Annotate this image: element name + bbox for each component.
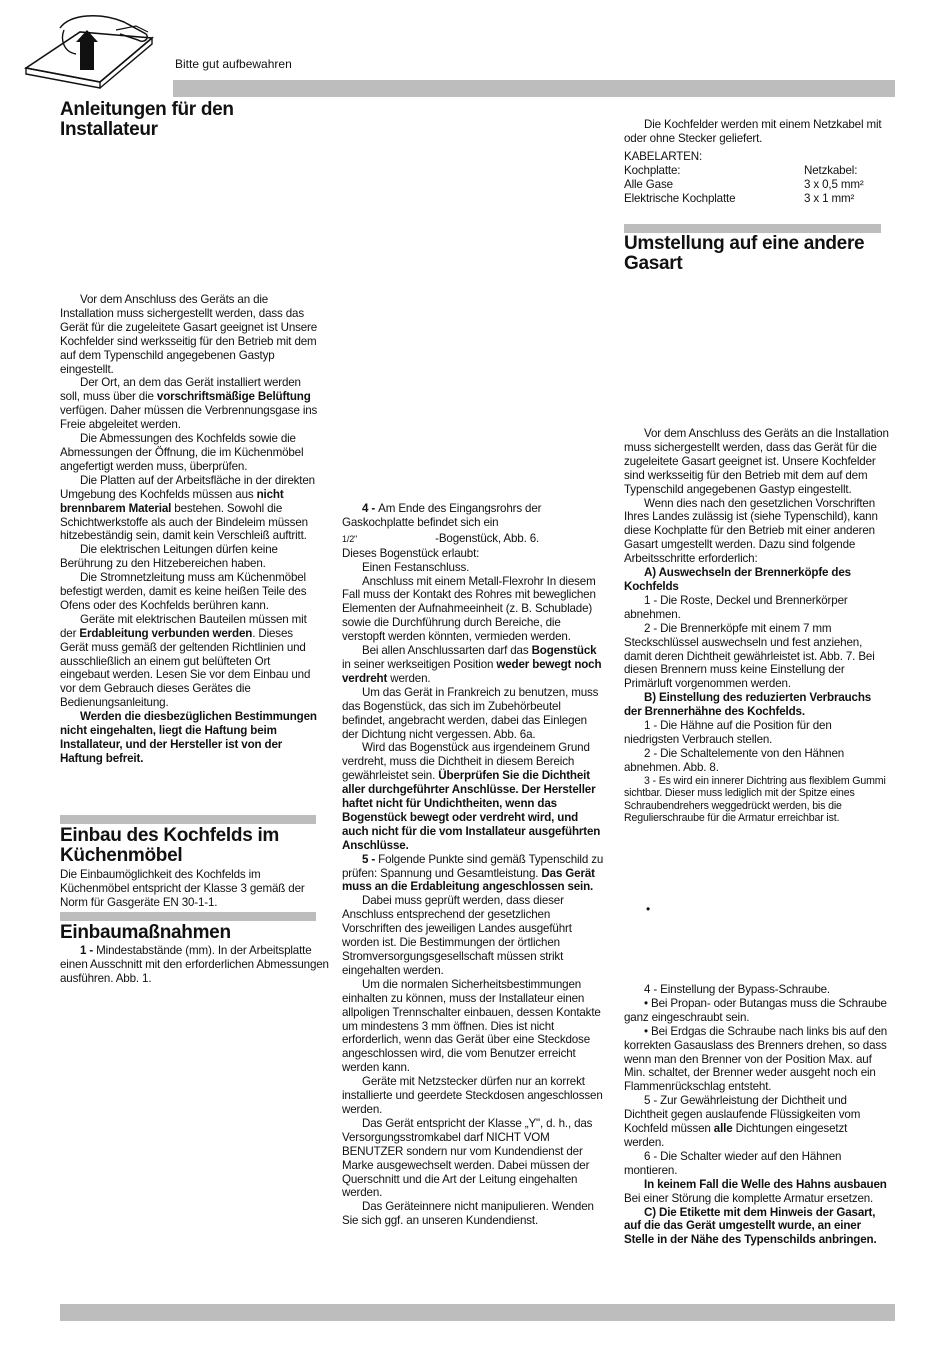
paragraph: • Bei Erdgas die Schraube nach links bis auf den korrekten Gasauslass des Brenners drehen, so dass wenn man den Brenner von der Position Max. auf Min. schaltet, der Brenner weder ausgeht noch ein Flammenrückschlag entsteht. — [624, 1024, 888, 1094]
column-3-b — [624, 983, 889, 1247]
paragraph: Der Ort, an dem das Gerät installiert werden soll, muss über die vorschriftsmäßige Belüftung verfügen. Daher müssen die Verbrennungsgase ins Freie abgeleitet werden. — [60, 376, 318, 432]
paragraph: Wenn dies nach den gesetzlichen Vorschriften Ihres Landes zulässig ist (siehe Typenschild), kann diese Kochplatte für den Betrieb mit einer anderen Gasart umgestellt werden. Dazu sind folgende Arbeitsschritte erforderlich: — [624, 496, 878, 566]
paragraph: Die Abmessungen des Kochfelds sowie die Abmessungen der Öffnung, die im Küchenmöbel angefertigt werden muss, überprüfen. — [60, 432, 304, 473]
paragraph: 1/2" -Bogenstück, Abb. 6. — [342, 531, 540, 545]
paragraph: 5 - Zur Gewährleistung der Dichtheit und Dichtheit gegen auslaufende Flüssigkeiten vom Kochfeld müssen alle Dichtungen eingesetzt werden. — [624, 1094, 861, 1149]
paragraph: Die elektrischen Leitungen dürfen keine Berührung zu den Hitzebereichen haben. — [60, 543, 278, 571]
column-2 — [342, 502, 604, 1228]
footer-bar — [60, 1304, 895, 1321]
page-title: Anleitungen für den Installateur — [60, 99, 234, 140]
bullet-mark: • — [646, 902, 651, 916]
paragraph: 4 - Einstellung der Bypass-Schraube. — [644, 983, 830, 996]
table-row: Elektrische Kochplatte 3 x 1 mm² — [624, 191, 855, 205]
subsection-title-a: A) Auswechseln der Brennerköpfe des Kochfelds — [624, 566, 851, 593]
header-bar — [173, 80, 895, 97]
paragraph: Anschluss mit einem Metall-Flexrohr In diesem Fall muss der Kontakt des Rohres mit beweglichen Elementen der Aufnahmeeinheit (z. B. Schublade) sowie die Durchführung durch Bereiche, die verstopft werden könnten, vermieden werden. — [342, 574, 596, 644]
paragraph: Vor dem Anschluss des Geräts an die Installation muss sichergestellt werden, dass das Gerät für die zugeleitete Gasart geeignet ist. Unsere Kochfelder sind werksseitig für den Betrieb mit dem auf dem Typenschild angegebenen Gastyp eingestellt. — [624, 427, 889, 496]
section-bar — [60, 815, 316, 824]
column-3-intro — [624, 118, 889, 205]
subsection-title-c: C) Die Etikette mit dem Hinweis der Gasart, auf die das Gerät umgestellt wurde, an einer Stelle in der Nähe des Typenschilds anbringen. — [624, 1205, 877, 1247]
section-einbau-text — [60, 868, 322, 910]
header-note: Bitte gut aufbewahren — [175, 57, 292, 71]
paragraph: 1 - Die Roste, Deckel und Brennerkörper abnehmen. — [624, 593, 848, 621]
section-bar — [60, 912, 316, 921]
table-row: Alle Gase 3 x 0,5 mm² — [624, 177, 864, 191]
paragraph: 1 - Die Hähne auf die Position für den niedrigsten Verbrauch stellen. — [624, 719, 832, 746]
paragraph: Einen Festanschluss. — [362, 560, 470, 574]
warning-paragraph: Werden die diesbezüglichen Bestimmungen nicht eingehalten, liegt die Haftung beim Installateur, und der Hersteller ist von der Haftung befreit. — [60, 710, 317, 765]
subsection-title-b: B) Einstellung des reduzierten Verbrauchs der Brennerhähne des Kochfelds. — [624, 691, 872, 719]
column-1 — [60, 293, 322, 766]
paragraph: Die Platten auf der Arbeitsfläche in der direkten Umgebung des Kochfelds müssen aus nicht brennbarem Material bestehen. Sowohl die Schichtwerkstoffe als auch der Bindeleim müssen hitzebeständig sein, damit kein Verschleiß auftritt. — [60, 473, 315, 543]
paragraph: 4 - Am Ende des Eingangsrohrs der Gaskochplatte befindet sich ein — [342, 502, 542, 529]
paragraph: Geräte mit elektrischen Bauteilen müssen mit der Erdableitung verbunden werden. Dieses Gerät muss gemäß der geltenden Richtlinien und ausschließlich an einem gut belüfteten Ort eingebaut werden. Lesen Sie vor dem Einbau und vor dem Gebrauch dieses Gerätes die Bedienungsanleitung. — [60, 612, 311, 710]
paragraph: Das Gerät entspricht der Klasse „Y", d. h., das Versorgungsstromkabel darf NICHT VOM BENUTZER sondern nur vom Kundendienst der Marke ausgewechselt werden. Dabei müssen der Querschnitt und die Art der Leitung eingehalten werden. — [342, 1116, 593, 1200]
table-row: Kochplatte: Netzkabel: — [624, 163, 858, 177]
column-3-a — [624, 427, 889, 825]
section-bar — [624, 224, 881, 233]
section-einbaumassnahmen-text — [60, 944, 335, 986]
paragraph: Die Kochfelder werden mit einem Netzkabel mit oder ohne Stecker geliefert. — [624, 118, 882, 145]
paragraph: Die Einbaumöglichkeit des Kochfelds im Küchenmöbel entspricht der Klasse 3 gemäß der Norm für Gasgeräte EN 30-1-1. — [60, 868, 305, 909]
section-title-umstellung: Umstellung auf eine andere Gasart — [624, 233, 865, 274]
paragraph: Vor dem Anschluss des Geräts an die Installation muss sichergestellt werden, dass das Gerät für die zugeleitete Gasart geeignet ist Unsere Kochfelder sind werksseitig für den Betrieb mit dem auf dem Typenschild angegebenen Gastyp eingestellt. — [60, 293, 318, 376]
paragraph: 2 - Die Schaltelemente von den Hähnen abnehmen. Abb. 8. — [624, 746, 845, 774]
cable-title: KABELARTEN: — [624, 149, 703, 163]
cable-table — [624, 164, 889, 206]
paragraph: Das Geräteinnere nicht manipulieren. Wenden Sie sich ggf. an unseren Kundendienst. — [342, 1200, 594, 1228]
section-title-einbaumassnahmen: Einbaumaßnahmen — [60, 922, 231, 943]
paragraph: Bei allen Anschlussarten darf das Bogenstück in seiner werkseitigen Position weder bewegt noch verdreht werden. — [342, 644, 602, 685]
paragraph: Wird das Bogenstück aus irgendeinem Grund verdreht, muss die Dichtheit in diesem Bereich gewährleistet sein. Überprüfen Sie die Dichtheit aller durchgeführter Anschlüsse. Der Hersteller haftet nicht für Undichtheiten, wenn das Bogenstück bewegt oder verdreht wird, und auch nicht für die vom Installateur ausgeführten Anschlüsse. — [342, 741, 601, 852]
paragraph: 1 - Mindestabstände (mm). In der Arbeitsplatte einen Ausschnitt mit den erforderlichen Abmessungen ausführen. Abb. 1. — [60, 944, 329, 985]
paragraph: Dieses Bogenstück erlaubt: — [342, 546, 480, 560]
paragraph: • Bei Propan- oder Butangas muss die Schraube ganz eingeschraubt sein. — [624, 996, 887, 1024]
paragraph: 3 - Es wird ein innerer Dichtring aus flexiblem Gummi sichtbar. Dieser muss lediglich mit der Spitze eines Schraubendrehers weggedrückt werden, bis die Regulierschraube für die Armatur erreichbar ist. — [624, 774, 886, 825]
paragraph: 6 - Die Schalter wieder auf den Hähnen montieren. — [624, 1149, 842, 1177]
paragraph: Um die normalen Sicherheitsbestimmungen einhalten zu können, muss der Installateur einen allpoligen Trennschalter einbauen, dessen Kontakte um mindestens 3 mm öffnen. Dies ist nicht erforderlich, wenn das Gerät über eine Steckdose angeschlossen wird, die vom Benutzer erreicht werden kann. — [342, 977, 601, 1075]
paragraph: Die Stromnetzleitung muss am Küchenmöbel befestigt werden, damit es keine heißen Teile des Ofens oder des Kochfelds berühren kann. — [60, 571, 307, 612]
paragraph: 5 - Folgende Punkte sind gemäß Typenschild zu prüfen: Spannung und Gesamtleistung. Das Gerät muss an die Erdableitung angeschlossen sein. — [342, 852, 604, 894]
logo — [20, 8, 160, 100]
paragraph: Geräte mit Netzstecker dürfen nur an korrekt installierte und geerdete Steckdosen angeschlossen werden. — [342, 1075, 603, 1116]
paragraph: 2 - Die Brennerköpfe mit einem 7 mm Steckschlüssel auswechseln und fest anziehen, damit deren Dichtheit gewährleistet ist. Abb. 7. Bei diesen Brennern muss keine Einstellung der Primärluft vorgenommen werden. — [624, 621, 875, 691]
section-title-einbau: Einbau des Kochfelds im Küchenmöbel — [60, 825, 280, 866]
paragraph: Dabei muss geprüft werden, dass dieser Anschluss entsprechend der gesetzlichen Vorschriften des jeweiligen Landes ausgeführt worden ist. Die Bestimmungen der örtlichen Stromversorgungsgesellschaft müssen strikt eingehalten werden. — [342, 894, 572, 977]
paragraph: In keinem Fall die Welle des Hahns ausbauen Bei einer Störung die komplette Armatur ersetzen. — [624, 1177, 887, 1205]
hand-book-icon — [20, 8, 160, 100]
paragraph: Um das Gerät in Frankreich zu benutzen, muss das Bogenstück, das sich im Zubehörbeutel befindet, angebracht werden, dabei das Einlegen der Dichtung nicht vergessen. Abb. 6a. — [342, 685, 599, 741]
